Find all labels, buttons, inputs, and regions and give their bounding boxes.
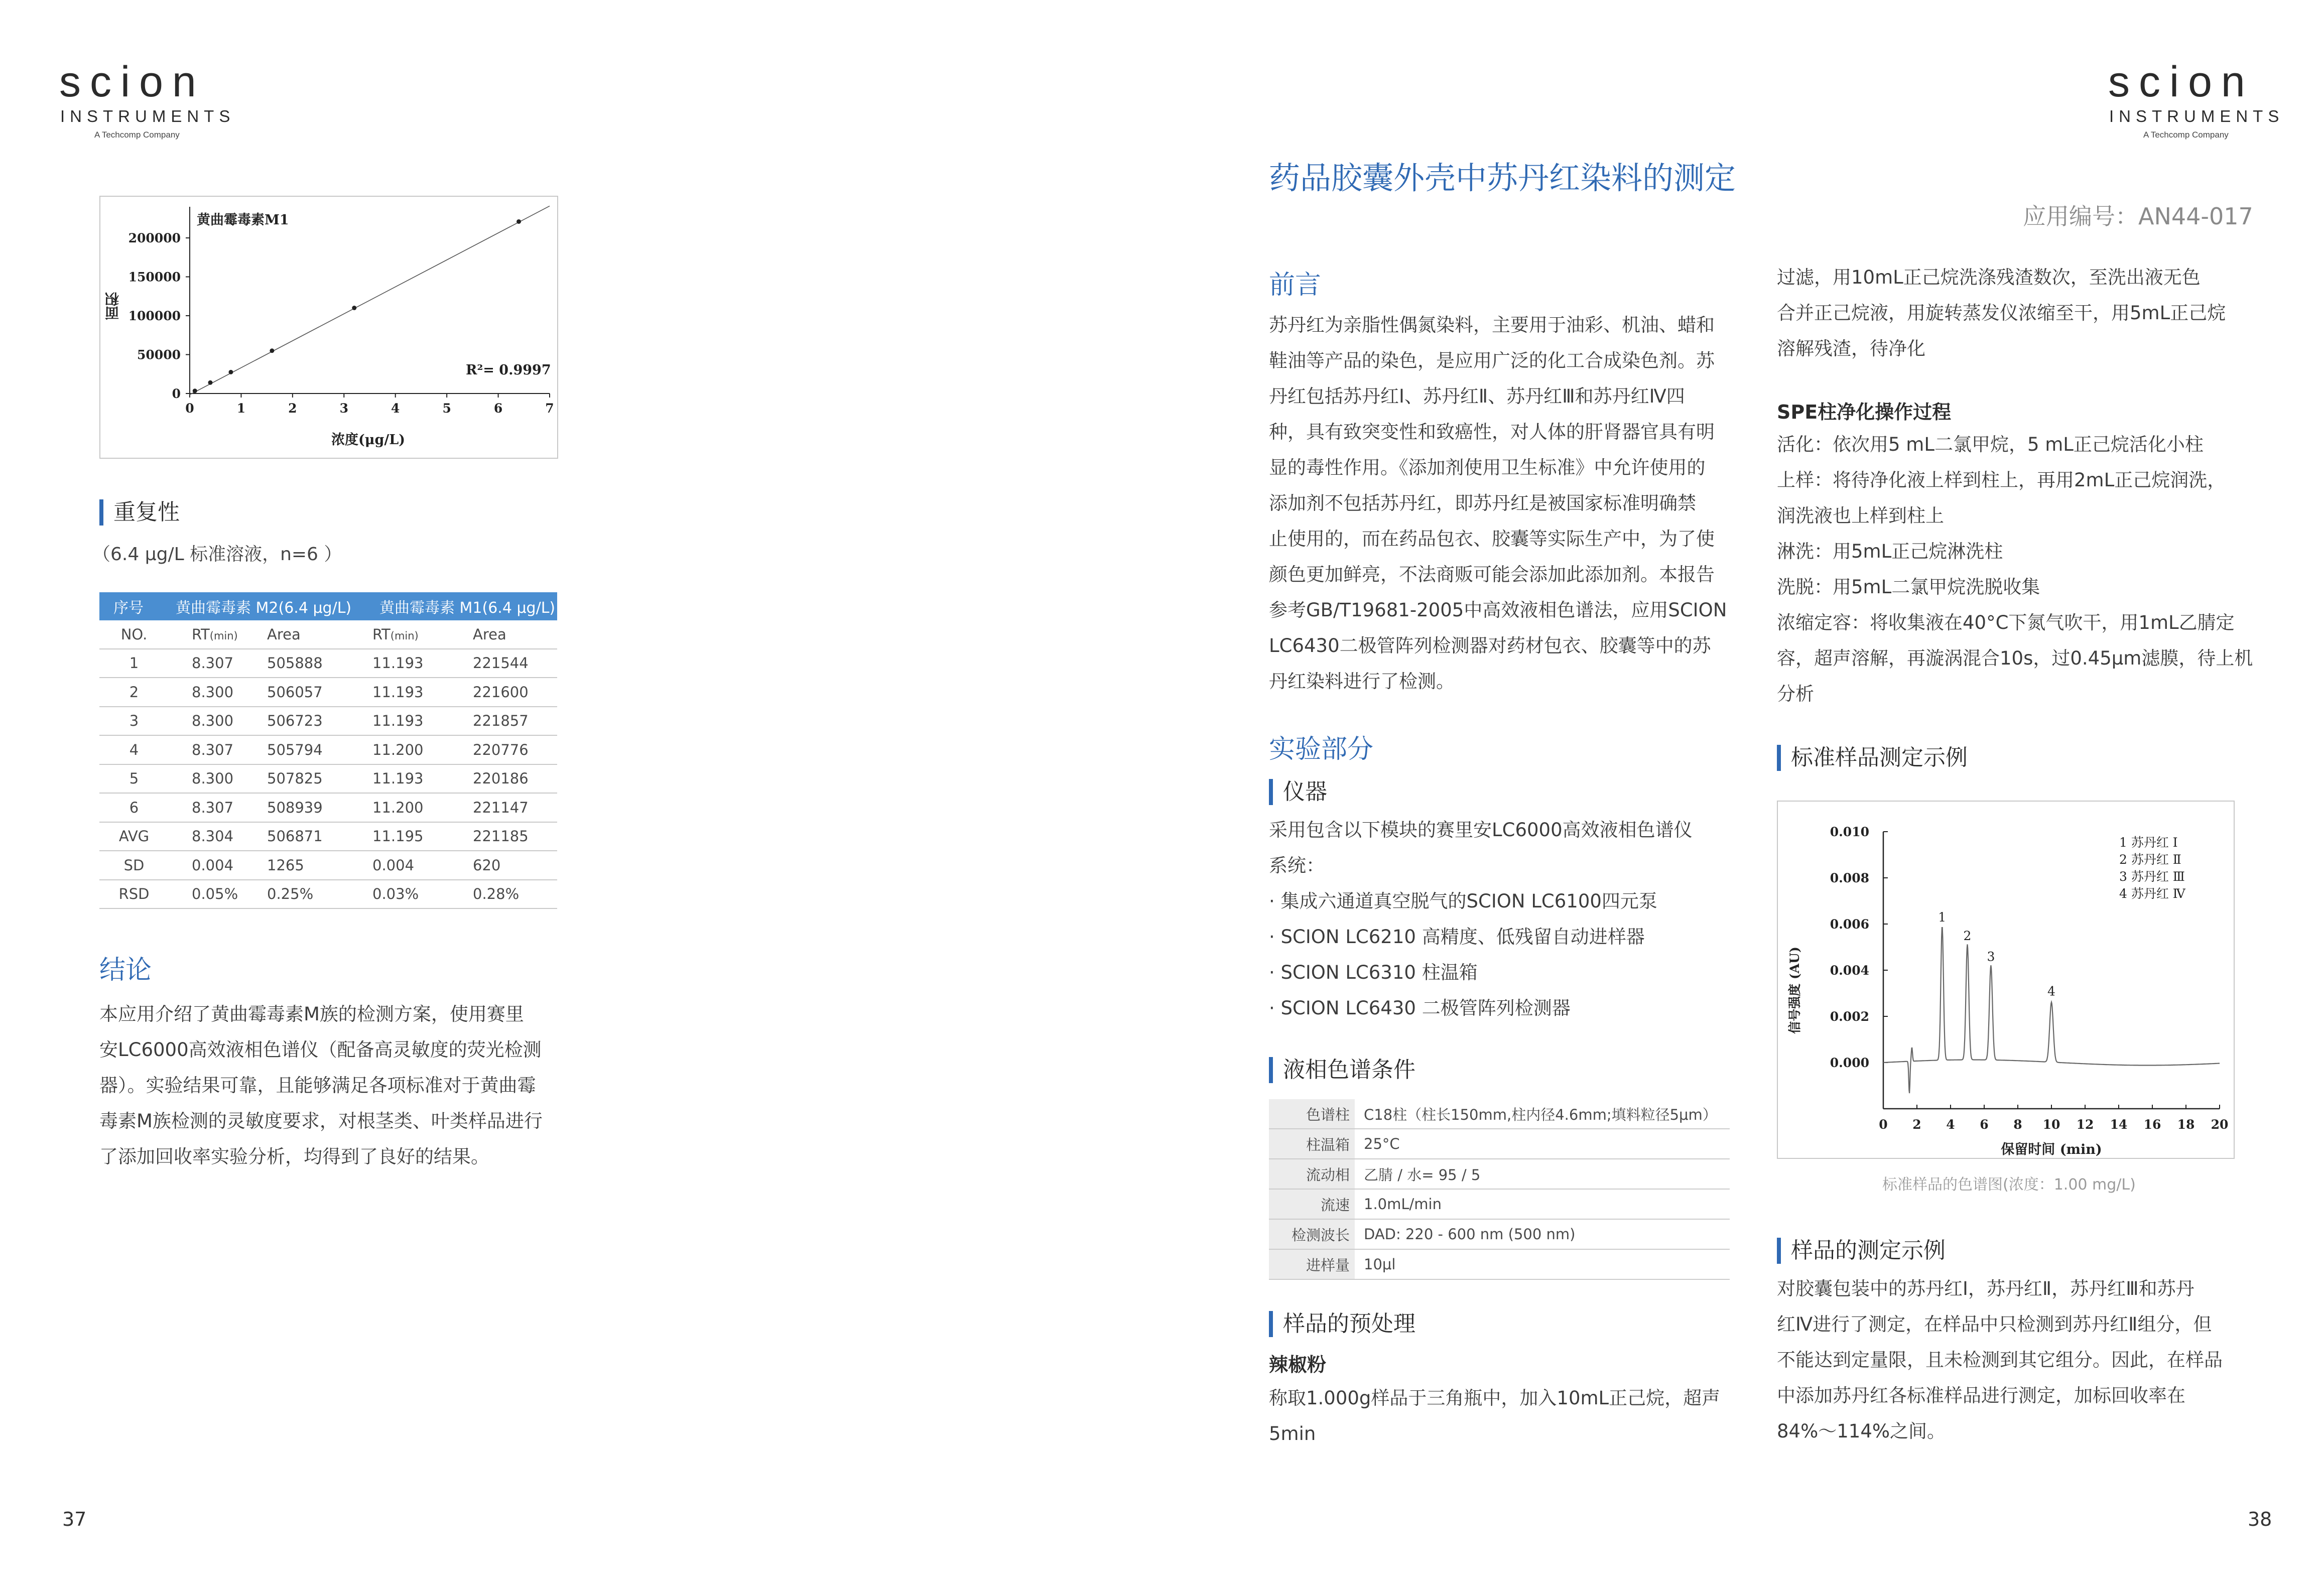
pretreatment-subheading: 辣椒粉 <box>1269 1354 1327 1376</box>
text-line: 安LC6000高效液相色谱仪（配备高灵敏度的荧光检测 <box>99 1039 542 1061</box>
conclusion-text <box>99 996 571 1174</box>
text-line: 显的毒性作用。《添加剂使用卫生标准》中允许使用的 <box>1269 457 1706 478</box>
y-tick-label: 0 <box>172 386 181 401</box>
table-cell: 506057 <box>267 678 372 707</box>
table-cell: 221544 <box>473 649 557 678</box>
table-header-cell: 黄曲霉毒素 M1(6.4 μg/L) <box>372 592 557 620</box>
spe-text <box>1777 427 2259 712</box>
logo-word: scion <box>2108 58 2254 106</box>
legend-entry: 3 苏丹红 Ⅲ <box>2119 869 2185 884</box>
table-cell: 0.05% <box>169 880 267 909</box>
table-cell: 0.004 <box>372 851 473 880</box>
text-line: 溶解残渣，待净化 <box>1777 338 1925 359</box>
condition-key: 流动相 <box>1269 1159 1355 1189</box>
table-cell: 221185 <box>473 822 557 851</box>
table-cell: 220186 <box>473 764 557 794</box>
x-tick-label: 2 <box>288 401 297 416</box>
condition-key: 柱温箱 <box>1269 1129 1355 1159</box>
text-line: 颜色更加鲜亮，不法商贩可能会添加此添加剂。本报告 <box>1269 564 1715 585</box>
table-row <box>99 649 557 678</box>
x-tick-label: 0 <box>1879 1117 1888 1132</box>
y-tick-label: 0.006 <box>1830 917 1869 932</box>
table-cell: RSD <box>99 880 169 909</box>
table-header-cell: 黄曲霉毒素 M2(6.4 μg/L) <box>169 592 372 620</box>
text-line: 系统： <box>1269 855 1325 876</box>
condition-key: 色谱柱 <box>1269 1099 1355 1129</box>
x-tick-label: 16 <box>2143 1117 2161 1132</box>
y-tick-label: 0.008 <box>1830 871 1869 885</box>
table-cell: 11.193 <box>372 707 473 736</box>
rt-unit: (min) <box>390 629 419 642</box>
table-row <box>1269 1219 1730 1249</box>
text-line: 容，超声溶解，再漩涡混合10s，过0.45μm滤膜，待上机 <box>1777 647 2253 669</box>
text-line: 活化：依次用5 mL二氯甲烷，5 mL正己烷活化小柱 <box>1777 434 2204 455</box>
table-cell: 1265 <box>267 851 372 880</box>
table-cell: 505794 <box>267 735 372 764</box>
text-line: 红Ⅳ进行了测定，在样品中只检测到苏丹红Ⅱ组分，但 <box>1777 1313 2212 1335</box>
x-axis-title: 保留时间 (min) <box>2001 1142 2102 1157</box>
table-cell: 3 <box>99 707 169 736</box>
text-line: 洗脱：用5mL二氯甲烷洗脱收集 <box>1777 576 2040 598</box>
repeatability-note: （6.4 μg/L 标准溶液，n=6 ） <box>92 544 342 565</box>
text-line: 鞋油等产品的染色，是应用广泛的化工合成染色剂。苏 <box>1269 350 1715 371</box>
logo-sub: INSTRUMENTS <box>60 107 235 125</box>
x-tick-label: 5 <box>442 401 451 416</box>
table-cell: 11.200 <box>372 793 473 822</box>
module-item: · 集成六通道真空脱气的SCION LC6100四元泵 <box>1269 890 1657 912</box>
text-line: 毒素M族检测的灵敏度要求，对根茎类、叶类样品进行 <box>99 1110 543 1132</box>
x-tick-label: 12 <box>2076 1117 2094 1132</box>
table-cell: 5 <box>99 764 169 794</box>
text-line: 合并正己烷液，用旋转蒸发仪浓缩至干，用5mL正己烷 <box>1777 302 2226 324</box>
calibration-chart-svg <box>100 197 557 458</box>
text-line: 器）。实验结果可靠，且能够满足各项标准对于黄曲霉 <box>99 1075 536 1096</box>
table-row <box>99 793 557 822</box>
x-tick-label: 14 <box>2110 1117 2128 1132</box>
peak-label: 2 <box>1963 929 1972 943</box>
data-point <box>352 306 356 310</box>
calibration-chart <box>99 196 558 459</box>
table-cell: 620 <box>473 851 557 880</box>
data-point <box>208 380 212 385</box>
table-cell: 505888 <box>267 649 372 678</box>
text-line: 过滤，用10mL正己烷洗涤残渣数次，至洗出液无色 <box>1777 267 2201 288</box>
x-tick-label: 4 <box>391 401 400 416</box>
data-point <box>517 219 521 224</box>
text-line: LC6430二极管阵列检测器对药材包衣、胶囊等中的苏 <box>1269 635 1711 656</box>
table-row <box>1269 1189 1730 1219</box>
scion-logo-right <box>2108 58 2284 146</box>
text-line: 不能达到定量限，且未检测到其它组分。因此，在样品 <box>1777 1349 2223 1371</box>
table-row <box>1269 1159 1730 1189</box>
table-row <box>99 851 557 880</box>
spe-heading: SPE柱净化操作过程 <box>1777 401 1952 423</box>
y-tick-label: 150000 <box>128 270 181 285</box>
x-tick-label: 6 <box>1980 1117 1989 1132</box>
table-row <box>99 822 557 851</box>
table-cell: 8.307 <box>169 735 267 764</box>
legend-entry: 2 苏丹红 Ⅱ <box>2119 852 2181 867</box>
module-item: · SCION LC6310 柱温箱 <box>1269 962 1478 983</box>
text-line: 分析 <box>1777 683 1814 705</box>
x-tick-label: 2 <box>1912 1117 1921 1132</box>
table-cell: 8.307 <box>169 649 267 678</box>
table-cell: 8.307 <box>169 793 267 822</box>
y-tick-label: 0.010 <box>1830 825 1869 839</box>
logo-sub: INSTRUMENTS <box>2109 107 2284 125</box>
sample-heading: 样品的测定示例 <box>1777 1238 1946 1264</box>
text-line: 中添加苏丹红各标准样品进行测定，加标回收率在 <box>1777 1385 2185 1406</box>
condition-key: 检测波长 <box>1269 1219 1355 1249</box>
text-line: 参考GB/T19681-2005中高效液相色谱法，应用SCION <box>1269 599 1727 621</box>
text-line: 本应用介绍了黄曲霉毒素M族的检测方案，使用赛里 <box>99 1003 524 1025</box>
table-cell: NO. <box>99 620 169 649</box>
table-cell: 0.28% <box>473 880 557 909</box>
condition-key: 进样量 <box>1269 1249 1355 1279</box>
table-cell: 220776 <box>473 735 557 764</box>
x-tick-label: 0 <box>185 401 194 416</box>
lc-conditions-heading: 液相色谱条件 <box>1269 1057 1415 1083</box>
table-cell <box>169 620 267 649</box>
y-tick-label: 0.004 <box>1830 963 1869 978</box>
table-cell: 0.004 <box>169 851 267 880</box>
lc-conditions-table <box>1269 1099 1730 1280</box>
table-row <box>99 880 557 909</box>
table-cell: 506871 <box>267 822 372 851</box>
logo-word: scion <box>59 58 205 106</box>
x-tick-label: 1 <box>236 401 246 416</box>
chromatogram-chart <box>1777 801 2235 1159</box>
x-tick-label: 4 <box>1946 1117 1955 1132</box>
table-cell: 4 <box>99 735 169 764</box>
table-cell: 0.25% <box>267 880 372 909</box>
table-cell: 506723 <box>267 707 372 736</box>
table-cell: SD <box>99 851 169 880</box>
chromatogram-svg <box>1778 802 2234 1158</box>
standard-sample-heading: 标准样品测定示例 <box>1777 745 1968 771</box>
rt-label: RT <box>372 625 391 643</box>
pretreatment-heading: 样品的预处理 <box>1269 1311 1415 1337</box>
table-cell: 8.304 <box>169 822 267 851</box>
table-cell: 507825 <box>267 764 372 794</box>
text-line: 上样：将待净化液上样到柱上，再用2mL正己烷润洗， <box>1777 469 2226 491</box>
data-point <box>193 388 197 393</box>
table-cell <box>372 620 473 649</box>
conclusion-heading: 结论 <box>99 955 152 985</box>
peak-label: 3 <box>1987 949 1995 964</box>
x-tick-label: 20 <box>2211 1117 2229 1132</box>
text-line: 丹红包括苏丹红Ⅰ、苏丹红Ⅱ、苏丹红Ⅲ和苏丹红Ⅳ四 <box>1269 385 1685 407</box>
table-cell: 221147 <box>473 793 557 822</box>
rt-label: RT <box>192 625 210 643</box>
legend-entry: 4 苏丹红 Ⅳ <box>2119 886 2185 901</box>
peak-label: 4 <box>2047 984 2055 999</box>
text-line: 润洗液也上样到柱上 <box>1777 505 1944 527</box>
y-axis-title: 信号强度 (AU) <box>1787 947 1802 1034</box>
condition-value: 1.0mL/min <box>1355 1189 1730 1219</box>
table-cell: 11.200 <box>372 735 473 764</box>
intro-heading: 前言 <box>1269 270 1322 300</box>
table-cell: 0.03% <box>372 880 473 909</box>
intro-text <box>1269 307 1751 699</box>
scion-logo-left <box>59 58 235 146</box>
table-header-cell: 序号 <box>99 592 169 620</box>
data-point <box>270 348 274 353</box>
text-line: 止使用的，而在药品包衣、胶囊等实际生产中，为了使 <box>1269 528 1715 550</box>
rt-unit: (min) <box>209 629 238 642</box>
table-cell: 8.300 <box>169 764 267 794</box>
repeatability-heading: 重复性 <box>99 499 180 525</box>
calibration-ylabel: 面积 <box>104 292 121 320</box>
chromatogram-caption: 标准样品的色谱图(浓度：1.00 mg/L) <box>1882 1176 2136 1194</box>
y-tick-label: 200000 <box>128 231 181 245</box>
condition-value: 25°C <box>1355 1129 1730 1159</box>
table-cell: 8.300 <box>169 707 267 736</box>
table-row <box>99 678 557 707</box>
text-line: 苏丹红为亲脂性偶氮染料，主要用于油彩、机油、蜡和 <box>1269 314 1715 336</box>
instrument-heading: 仪器 <box>1269 779 1327 805</box>
text-line: 种，具有致突变性和致癌性，对人体的肝肾器官具有明 <box>1269 421 1715 443</box>
experiment-heading: 实验部分 <box>1269 734 1374 764</box>
text-line: 淋洗：用5mL正己烷淋洗柱 <box>1777 541 2003 562</box>
peak-label: 1 <box>1938 910 1947 925</box>
table-row <box>99 764 557 794</box>
table-cell: 11.193 <box>372 678 473 707</box>
repeatability-table <box>99 592 557 909</box>
module-item: · SCION LC6430 二极管阵列检测器 <box>1269 997 1571 1019</box>
table-cell: AVG <box>99 822 169 851</box>
page-number-left: 37 <box>62 1508 87 1530</box>
filter-text <box>1777 259 2259 366</box>
calibration-r2: R²= 0.9997 <box>466 362 551 378</box>
table-cell: 1 <box>99 649 169 678</box>
y-tick-label: 100000 <box>128 309 181 323</box>
pretreatment-text <box>1269 1380 1751 1452</box>
x-tick-label: 8 <box>2013 1117 2022 1132</box>
data-point <box>228 370 233 374</box>
table-cell: 221857 <box>473 707 557 736</box>
sample-text <box>1777 1271 2259 1449</box>
table-cell: 11.195 <box>372 822 473 851</box>
text-line: 对胶囊包装中的苏丹红Ⅰ，苏丹红Ⅱ，苏丹红Ⅲ和苏丹 <box>1777 1278 2194 1299</box>
x-tick-label: 6 <box>493 401 503 416</box>
x-tick-label: 7 <box>545 401 554 416</box>
text-line: 称取1.000g样品于三角瓶中，加入10mL正己烷，超声 <box>1269 1387 1721 1409</box>
x-tick-label: 10 <box>2042 1117 2060 1132</box>
table-subheader-row <box>99 620 557 649</box>
table-row <box>1269 1099 1730 1129</box>
table-cell: Area <box>267 620 372 649</box>
condition-value: 10μl <box>1355 1249 1730 1279</box>
page-number-right: 38 <box>2248 1508 2272 1530</box>
condition-value: 乙腈 / 水= 95 / 5 <box>1355 1159 1730 1189</box>
y-tick-label: 0.000 <box>1830 1056 1869 1070</box>
text-line: 浓缩定容：将收集液在40°C下氮气吹干，用1mL乙腈定 <box>1777 612 2235 633</box>
logo-tagline: A Techcomp Company <box>2143 130 2229 140</box>
legend-entry: 1 苏丹红 Ⅰ <box>2119 835 2178 850</box>
x-tick-label: 18 <box>2177 1117 2195 1132</box>
table-cell: 2 <box>99 678 169 707</box>
table-row <box>99 735 557 764</box>
table-cell: Area <box>473 620 557 649</box>
table-cell: 8.300 <box>169 678 267 707</box>
module-item: · SCION LC6210 高精度、低残留自动进样器 <box>1269 926 1645 948</box>
application-number: 应用编号：AN44-017 <box>2023 203 2253 230</box>
x-tick-label: 3 <box>339 401 348 416</box>
text-line: 采用包含以下模块的赛里安LC6000高效液相色谱仪 <box>1269 819 1693 841</box>
condition-value: C18柱（柱长150mm,柱内径4.6mm;填料粒径5μm） <box>1355 1099 1730 1129</box>
table-cell: 508939 <box>267 793 372 822</box>
condition-key: 流速 <box>1269 1189 1355 1219</box>
page-title: 药品胶囊外壳中苏丹红染料的测定 <box>1269 160 1736 196</box>
y-tick-label: 50000 <box>137 347 181 362</box>
table-cell: 11.193 <box>372 649 473 678</box>
text-line: 5min <box>1269 1423 1316 1444</box>
table-cell: 11.193 <box>372 764 473 794</box>
table-cell: 221600 <box>473 678 557 707</box>
table-cell: 6 <box>99 793 169 822</box>
chromatogram-trace <box>1883 928 2220 1093</box>
text-line: 丹红染料进行了检测。 <box>1269 671 1455 692</box>
table-row <box>1269 1249 1730 1279</box>
text-line: 84%～114%之间。 <box>1777 1420 1946 1442</box>
instrument-text <box>1269 812 1751 1026</box>
text-line: 了添加回收率实验分析，均得到了良好的结果。 <box>99 1146 489 1167</box>
calibration-xlabel: 浓度(μg/L) <box>331 432 406 448</box>
condition-value: DAD: 220 - 600 nm (500 nm) <box>1355 1219 1730 1249</box>
logo-tagline: A Techcomp Company <box>94 130 180 140</box>
y-tick-label: 0.002 <box>1830 1009 1869 1024</box>
table-row <box>1269 1129 1730 1159</box>
text-line: 添加剂不包括苏丹红，即苏丹红是被国家标准明确禁 <box>1269 492 1696 514</box>
table-header-row <box>99 592 557 620</box>
table-row <box>99 707 557 736</box>
calibration-title: 黄曲霉毒素M1 <box>197 212 289 228</box>
